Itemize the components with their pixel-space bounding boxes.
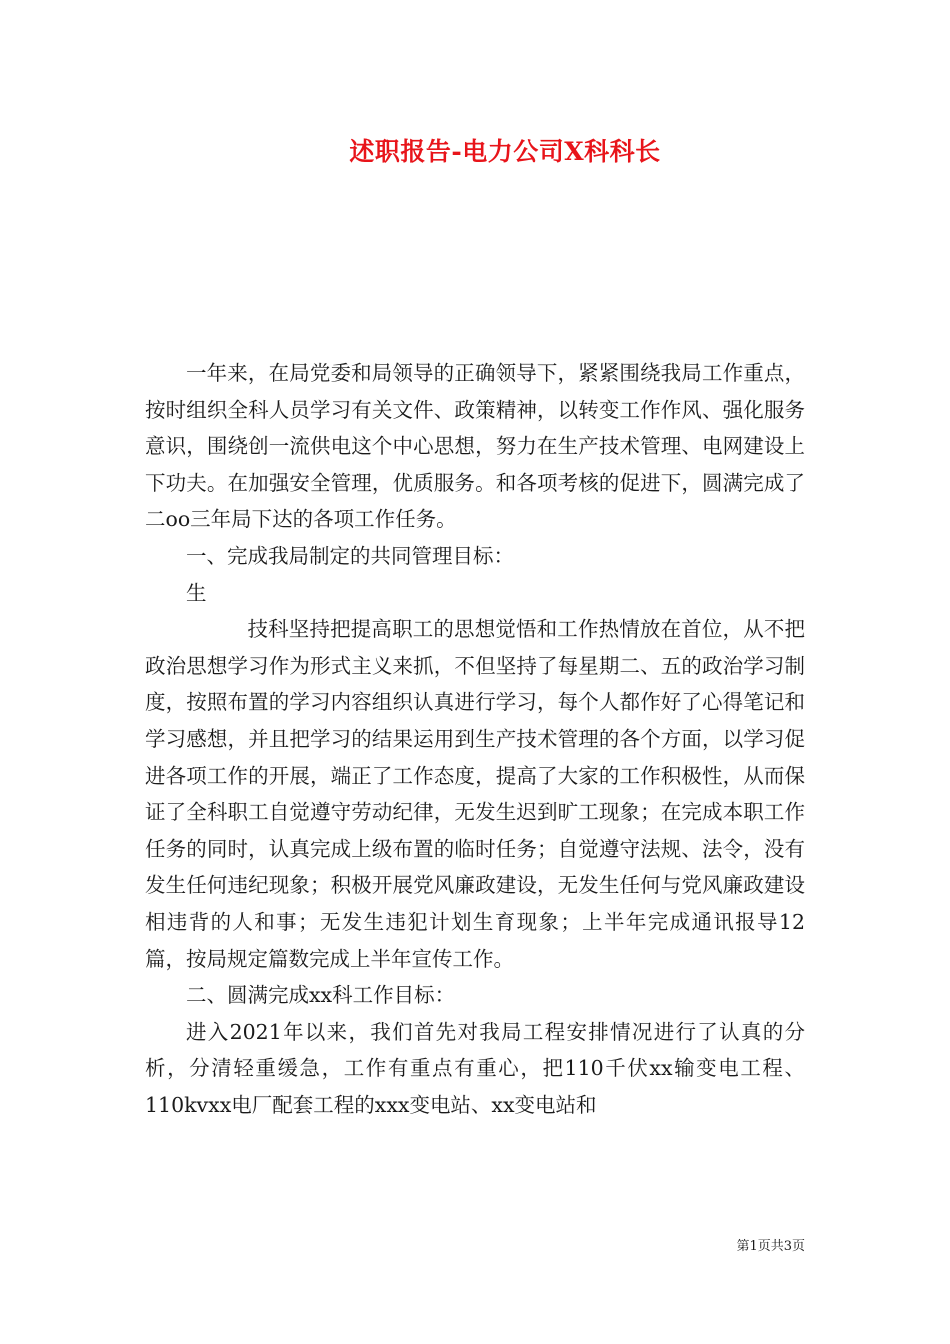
page-title: 述职报告-电力公司X科科长: [349, 137, 661, 166]
paragraph-section-1-body: 技科坚持把提高职工的思想觉悟和工作热情放在首位，从不把政治思想学习作为形式主义来抓，不但坚持了每星期二、五的政治学习制度，按照布置的学习内容组织认真进行学习，每个人都作好了心得笔记和学习感想，并且把学习的结果运用到生产技术管理的各个方面，以学习促进各项工作的开展，端正了工作态度，提高了大家的工作积极性，从而保证了全科职工自觉遵守劳动纪律，无发生迟到旷工现象；在完成本职工作任务的同时，认真完成上级布置的临时任务；自觉遵守法规、法令，没有发生任何违纪现象；积极开展党风廉政建设，无发生任何与党风廉政建设相违背的人和事；无发生违犯计划生育现象；上半年完成通讯报导12篇，按局规定篇数完成上半年宣传工作。: [145, 617, 805, 971]
paragraph-section-2-body: 进入2021年以来，我们首先对我局工程安排情况进行了认真的分析，分清轻重缓急，工作有重点有重心，把110千伏xx输变电工程、110kvxx电厂配套工程的xxx变电站、xx变电站和: [145, 1019, 805, 1117]
document-body: [145, 355, 805, 1123]
page-number: 第1页共3页: [736, 1239, 805, 1254]
paragraph-fragment: 生: [186, 580, 207, 605]
paragraph-intro: 一年来，在局党委和局领导的正确领导下，紧紧围绕我局工作重点，按时组织全科人员学习有关文件、政策精神，以转变工作作风、强化服务意识，围绕创一流供电这个中心思想，努力在生产技术管理、电网建设上下功夫。在加强安全管理，优质服务。和各项考核的促进下，圆满完成了二oo三年局下达的各项工作任务。: [145, 361, 805, 532]
section-heading-1: 一、完成我局制定的共同管理目标：: [186, 543, 514, 568]
section-heading-2: 二、圆满完成xx科工作目标：: [186, 983, 456, 1008]
